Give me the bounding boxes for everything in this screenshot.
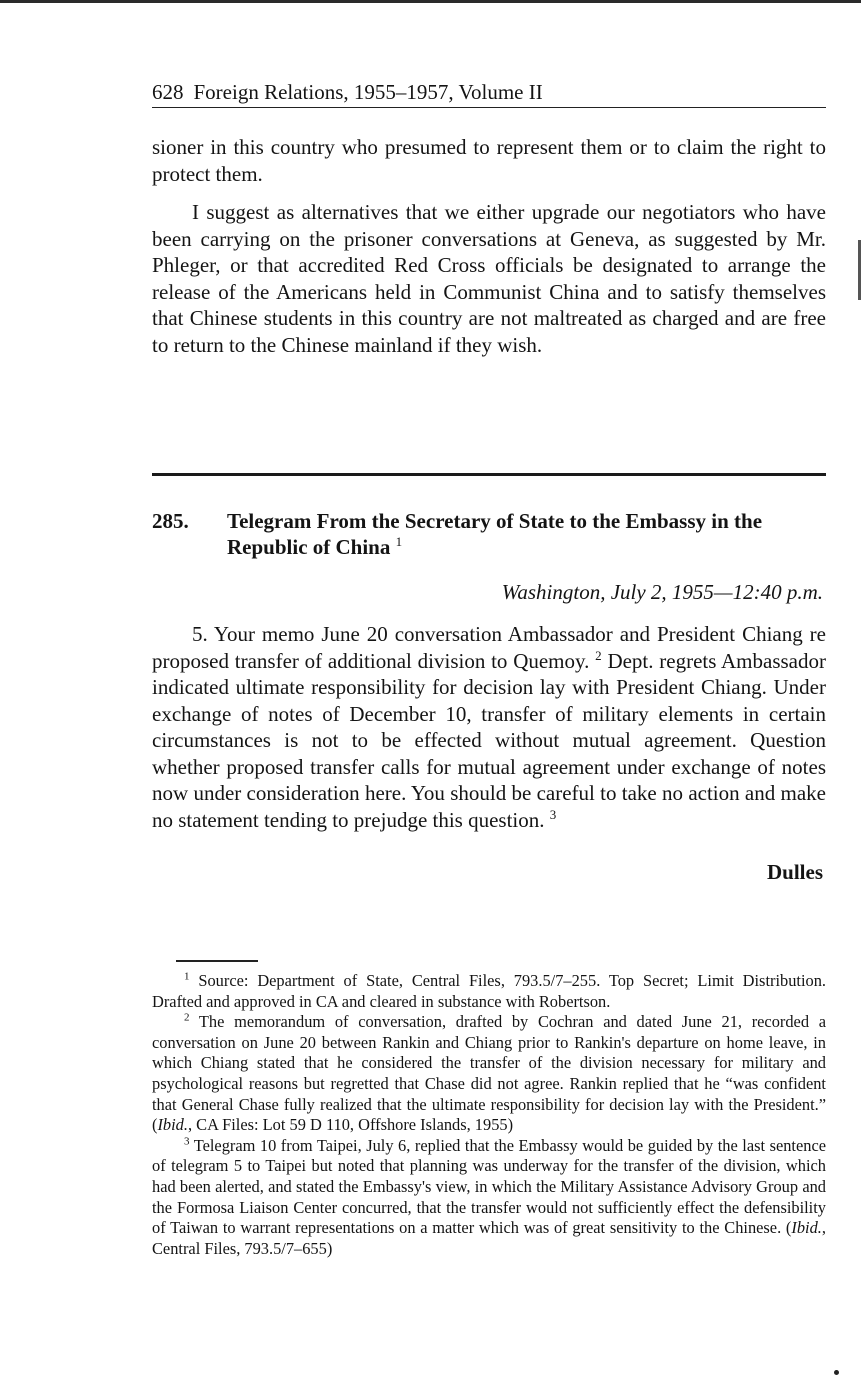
scan-mark (834, 1370, 839, 1375)
footnote-ibid: Ibid. (791, 1218, 822, 1238)
document-title: Telegram From the Secretary of State to the Embassy in the Republic of China (227, 509, 763, 559)
footnote-2 (152, 1012, 826, 1136)
dateline: Washington, July 2, 1955—12:40 p.m. (501, 580, 823, 604)
document-number: 285. (152, 509, 189, 533)
footnote-ibid: Ibid. (157, 1115, 188, 1135)
running-head-title: Foreign Relations, 1955–1957, Volume II (193, 80, 543, 104)
footnote-text: Telegram 10 from Taipei, July 6, replied that the Embassy would be guided by the last sentence of telegram 5 to Taipei but noted that planning was underway for the transfer of the division, which had been alerted, and stated the Embassy's view, in which the Military Assistance Advisory Group and the Formosa Liaison Center concurred, that the transfer would not sufficiently effect the defensibility of Taiwan to warrant representations on a matter which was of great sensitivity to the Chinese. ( (152, 1135, 826, 1238)
signature: Dulles (766, 860, 823, 884)
document-title-wrap (227, 508, 826, 560)
running-head (152, 78, 826, 108)
telegram-body-part1: 5. Your memo June 20 conversation Ambassador and President Chiang re proposed transfer of additional division to Quemoy. (152, 622, 826, 673)
footnote-rule (176, 960, 258, 962)
footnote-ref-2: 2 (595, 647, 602, 663)
suggestion-paragraph: I suggest as alternatives that we either upgrade our negotiators who have been carrying on the prisoner conversations at Geneva, as suggested by Mr. Phleger, or that accredited Red Cross officials be designated to arrange the release of the Americans held in Communist China and to satisfy themselves that Chinese students in this country are not maltreated as charged and are free to return to the Chinese mainland if they wish. (152, 200, 826, 357)
footnote-ref-1: 1 (395, 534, 403, 549)
footnote-marker: 3 (184, 1135, 190, 1148)
page-number: 628 (152, 80, 184, 104)
footnote-text: Source: Department of State, Central Files, 793.5/7–255. Top Secret; Limit Distribution. Drafted and approved in CA and cleared in substance with Robertson. (152, 971, 826, 1011)
telegram-body (152, 621, 826, 833)
footnote-1 (152, 971, 826, 1012)
footnote-marker: 1 (184, 970, 190, 983)
section-divider (152, 473, 826, 476)
footnote-ref-3: 3 (549, 806, 557, 822)
page-top-edge (0, 0, 861, 3)
document-heading (152, 508, 826, 560)
footnote-text-end: , CA Files: Lot 59 D 110, Offshore Islands, 1955) (187, 1115, 514, 1135)
footnote-text: The memorandum of conversation, drafted by Cochran and dated June 21, recorded a conversation on June 20 between Rankin and Chiang prior to Rankin's departure on home leave, in which Chiang stated that he considered the transfer of the division necessary for military and psychological reasons but regretted that Chase did not agree. Rankin replied that he “was confident that General Chase fully realized that the ultimate responsibility for decision lay with the President.” ( (152, 1012, 827, 1135)
footnotes (152, 971, 826, 1259)
footnote-text-end: , Central Files, 793.5/7–655) (152, 1218, 826, 1258)
footnote-3 (152, 1136, 826, 1260)
footnote-marker: 2 (184, 1011, 190, 1024)
continued-paragraph: sioner in this country who presumed to represent them or to claim the right to protect them. (152, 135, 826, 186)
telegram-body-part2: Dept. regrets Ambassador indicated ultimate responsibility for decision lay with President Chiang. Under exchange of notes of December 10, transfer of military elements in certain circumstances is not to be effected without mutual agreement. Question whether proposed transfer calls for mutual agreement under exchange of notes now under consideration here. You should be careful to take no action and make no statement tending to prejudge this question. (152, 648, 826, 832)
